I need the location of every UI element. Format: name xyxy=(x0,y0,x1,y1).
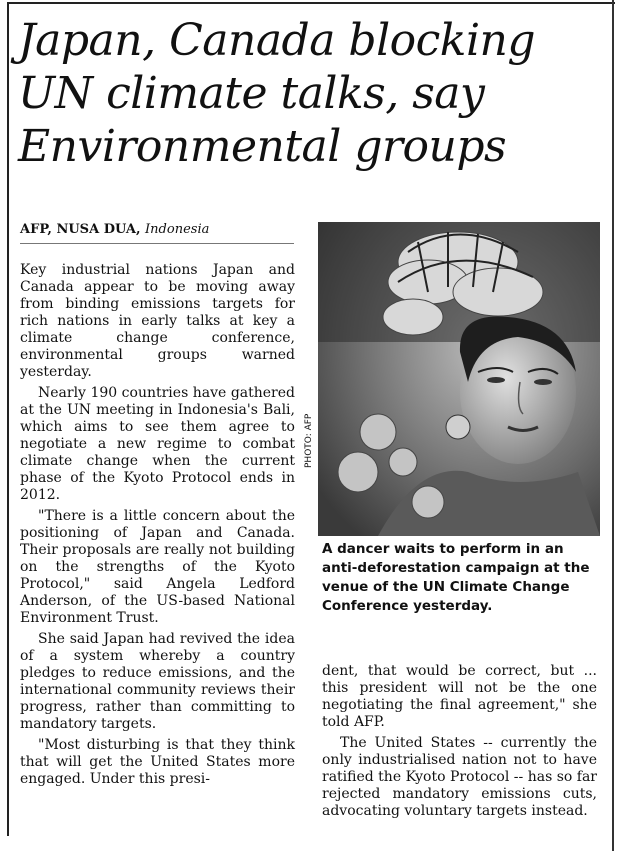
byline-location: Indonesia xyxy=(145,222,210,237)
paragraph: Key industrial nations Japan and Canada appear to be moving away from binding emissions targets for rich nations in early talks at key a climate change conference, environmental groups warned yesterday. xyxy=(20,262,295,380)
dancer-photo xyxy=(318,222,600,536)
paragraph: Nearly 190 countries have gathered at the UN meeting in Indonesia's Bali, which aims to see them agree to negotiate a new regime to combat climate change when the current phase of the Kyoto Protocol ends in 2012. xyxy=(20,385,295,503)
byline xyxy=(20,222,209,237)
paragraph: dent, that would be correct, but ... this president will not be the one negotiating the final agreement," she told AFP. xyxy=(322,663,597,730)
byline-divider xyxy=(20,243,294,244)
photo-credit: PHOTO: AFP xyxy=(304,413,314,468)
headline xyxy=(18,14,608,173)
column-rule xyxy=(612,0,614,851)
paragraph: "There is a little concern about the positioning of Japan and Canada. Their proposals are really not building on the strengths of the Kyoto Protocol," said Angela Ledford Anderson, of the US-based National Environment Trust. xyxy=(20,508,295,626)
headline-line: UN climate talks, say xyxy=(18,68,485,119)
article-body-left xyxy=(20,262,295,792)
paragraph: The United States -- currently the only industrialised nation not to have ratified the Kyoto Protocol -- has so far rejected mandatory emissions cuts, advocating voluntary targets instead. xyxy=(322,735,597,819)
headline-line: Environmental groups xyxy=(18,121,507,172)
byline-source: AFP, NUSA DUA, xyxy=(20,222,141,237)
article-body-right xyxy=(322,663,597,824)
photo-caption: A dancer waits to perform in an anti-deforestation campaign at the venue of the UN Climate Change Conference yesterday. xyxy=(322,541,590,614)
paragraph: "Most disturbing is that they think that will get the United States more engaged. Under this presi- xyxy=(20,737,295,787)
headline-line: Japan, Canada blocking xyxy=(18,15,536,66)
dancer-photo-image xyxy=(318,222,600,536)
paragraph: She said Japan had revived the idea of a system whereby a country pledges to reduce emissions, and the international community reviews their progress, rather than committing to mandatory targets. xyxy=(20,631,295,732)
